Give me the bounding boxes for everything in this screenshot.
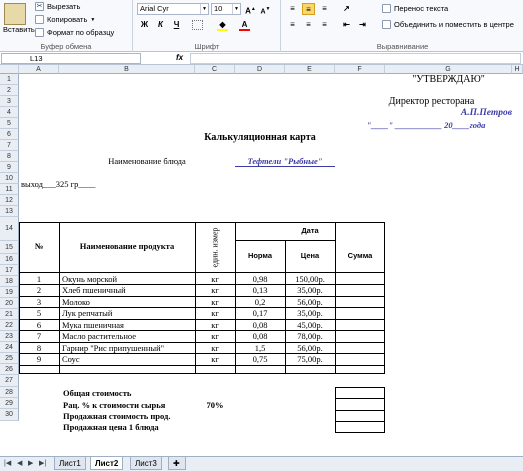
table-cell-price: 75,00р.: [297, 354, 323, 364]
align-right-button[interactable]: ≡: [322, 20, 327, 29]
paint-bucket-icon: ◆: [219, 20, 226, 29]
clipboard-group: [0, 0, 133, 52]
sheet-tabs-bar: [0, 456, 523, 471]
align-bottom-button[interactable]: ≡: [322, 4, 327, 13]
table-cell-unit: кг: [211, 308, 219, 318]
header-date: Дата: [301, 225, 319, 235]
grow-font-button[interactable]: A▲: [245, 6, 256, 16]
row-header[interactable]: 5: [0, 118, 19, 129]
grid-line: [335, 222, 336, 374]
table-cell-name: Масло растительное: [62, 331, 137, 341]
approve-text: "УТВЕРЖДАЮ": [412, 74, 485, 85]
sheet-tab[interactable]: Лист3: [130, 457, 162, 470]
row-header[interactable]: 2: [0, 85, 19, 96]
header-unit-cell: [195, 222, 235, 272]
row-header[interactable]: 1: [0, 74, 19, 85]
row-header[interactable]: 6: [0, 129, 19, 140]
table-cell-n: 5: [36, 308, 42, 318]
table-cell-n: 8: [36, 342, 42, 353]
row-header[interactable]: 21: [0, 309, 19, 320]
align-middle-button[interactable]: ≡: [302, 3, 315, 15]
header-unit: един. измер: [210, 226, 220, 268]
row-header[interactable]: 15: [0, 241, 19, 254]
table-cell-unit: кг: [211, 331, 219, 341]
merge-cells-icon: [382, 20, 391, 29]
clipboard-group-label: Буфер обмена: [40, 42, 92, 51]
approval-date: "____" ___________ 20____года: [366, 119, 486, 130]
formula-input[interactable]: [190, 53, 521, 64]
column-header[interactable]: G: [385, 65, 512, 74]
cut-button[interactable]: ✂ Вырезать: [36, 2, 81, 11]
table-cell-price: 150,00р.: [295, 273, 325, 284]
table-cell-norm: 0,2: [254, 296, 266, 307]
dish-name: Тефтели "Рыбные": [247, 155, 323, 166]
output-text: выход___325 гр____: [21, 178, 96, 189]
sale-cost-label: Продажная стоимость прод.: [63, 411, 171, 421]
header-num: №: [34, 241, 44, 251]
fill-color-swatch: [217, 29, 228, 31]
table-cell-n: 2: [36, 285, 42, 295]
row-header[interactable]: 11: [0, 184, 19, 195]
header-sum: Сумма: [347, 250, 373, 260]
director-title: Директор ресторана: [388, 96, 475, 107]
chevron-down-icon: ▼: [200, 4, 208, 14]
first-sheet-icon[interactable]: |◀: [4, 460, 12, 467]
table-cell-price: 45,00р.: [297, 319, 323, 330]
row-header[interactable]: 20: [0, 298, 19, 309]
row-header[interactable]: 26: [0, 364, 19, 375]
markup-label: Рац. % к стоимости сырья: [63, 400, 166, 410]
table-cell-unit: кг: [211, 285, 219, 295]
next-sheet-icon[interactable]: ▶: [28, 460, 34, 467]
align-center-button[interactable]: ≡: [306, 20, 311, 29]
table-cell-price: 35,00р.: [297, 285, 323, 295]
table-cell-price: 78,00р.: [297, 331, 323, 341]
table-row-line: [19, 365, 385, 366]
grid-line: [335, 410, 385, 411]
table-cell-name: Молоко: [62, 296, 90, 307]
table-cell-name: Гарнир "Рис припушенный": [62, 342, 165, 353]
table-cell-unit: кг: [211, 296, 219, 307]
borders-button[interactable]: [192, 20, 203, 30]
sheet-tab[interactable]: Лист1: [54, 457, 86, 470]
table-cell-n: 1: [36, 273, 42, 284]
paste-icon[interactable]: [4, 3, 26, 25]
font-name-select[interactable]: Arial Cyr ▼: [137, 3, 209, 15]
underline-button[interactable]: Ч: [173, 20, 180, 29]
row-header[interactable]: 19: [0, 287, 19, 298]
table-cell-price: 56,00р.: [297, 296, 323, 307]
brush-icon: [35, 28, 44, 37]
italic-button[interactable]: К: [158, 20, 163, 29]
font-size-select[interactable]: 10 ▼: [211, 3, 241, 15]
row-header[interactable]: 12: [0, 195, 19, 206]
column-header[interactable]: A: [19, 65, 59, 74]
table-cell-name: Лук репчатый: [62, 308, 113, 318]
alignment-group-label: Выравнивание: [376, 42, 429, 51]
table-cell-norm: 0,13: [252, 285, 268, 295]
ribbon: [0, 0, 523, 52]
row-header[interactable]: 30: [0, 409, 19, 421]
table-cell-unit: кг: [211, 354, 219, 364]
table-cell-n: 6: [36, 319, 42, 330]
font-group: [134, 0, 281, 52]
last-sheet-icon[interactable]: ▶|: [39, 460, 47, 467]
column-header[interactable]: H: [512, 65, 523, 74]
table-cell-norm: 0,75: [252, 354, 268, 364]
alignment-group: [282, 0, 523, 52]
paste-button[interactable]: Вставить: [3, 25, 35, 34]
row-header[interactable]: 17: [0, 265, 19, 276]
fill-color-button[interactable]: [216, 19, 229, 31]
dish-name-underline: [235, 166, 335, 167]
shrink-font-button[interactable]: A▼: [260, 6, 271, 16]
row-header[interactable]: 8: [0, 151, 19, 162]
bold-button[interactable]: Ж: [140, 20, 149, 29]
table-cell-name: Соус: [62, 354, 80, 364]
table-cell-price: 56,00р.: [297, 342, 323, 353]
table-cell-unit: кг: [211, 273, 219, 284]
table-cell-norm: 1,5: [254, 342, 266, 353]
row-header[interactable]: 9: [0, 162, 19, 173]
table-cell-price: 35,00р.: [297, 308, 323, 318]
table-cell-n: 3: [36, 296, 42, 307]
insert-sheet-icon[interactable]: ✚: [168, 457, 186, 470]
table-cell-n: 9: [36, 354, 42, 364]
row-header[interactable]: 14: [0, 217, 19, 241]
row-header[interactable]: 25: [0, 353, 19, 364]
row-header[interactable]: 22: [0, 320, 19, 331]
table-cell-n: 7: [36, 331, 42, 341]
row-header[interactable]: 29: [0, 398, 19, 409]
row-header[interactable]: 24: [0, 342, 19, 353]
font-group-label: Шрифт: [194, 42, 220, 51]
row-header[interactable]: 23: [0, 331, 19, 342]
wrap-text-icon: [382, 4, 391, 13]
column-header[interactable]: C: [195, 65, 235, 74]
table-cell-name: Окунь морской: [62, 273, 118, 284]
header-norm: Норма: [247, 250, 273, 260]
copy-button[interactable]: Копировать ▼: [35, 15, 95, 24]
table-cell-norm: 0,17: [252, 308, 268, 318]
column-header[interactable]: F: [335, 65, 385, 74]
select-all-corner[interactable]: [0, 65, 19, 74]
table-cell-name: Мука пшеничная: [62, 319, 124, 330]
grid-line: [335, 398, 385, 399]
row-header[interactable]: 4: [0, 107, 19, 118]
orientation-button[interactable]: ↗: [343, 4, 350, 13]
font-color-button[interactable]: A: [238, 19, 251, 31]
merge-center-button[interactable]: Объединить и поместить в центре: [382, 20, 514, 29]
align-top-button[interactable]: ≡: [290, 4, 295, 13]
row-header[interactable]: 13: [0, 206, 19, 217]
prev-sheet-icon[interactable]: ◀: [17, 460, 23, 467]
total-cost-label: Общая стоимость: [63, 388, 132, 398]
table-cell-norm: 0,08: [252, 319, 268, 330]
row-header[interactable]: 18: [0, 276, 19, 287]
fx-icon[interactable]: fx: [176, 53, 184, 62]
table-cell-norm: 0,98: [252, 273, 268, 284]
table-cell-norm: 0,08: [252, 331, 268, 341]
column-header[interactable]: D: [235, 65, 285, 74]
grid-line: [335, 421, 385, 422]
grid-line: [235, 240, 335, 241]
align-left-button[interactable]: ≡: [290, 20, 295, 29]
sheet-tab-active[interactable]: Лист2: [90, 457, 123, 470]
row-header[interactable]: 3: [0, 96, 19, 107]
wrap-text-button[interactable]: Перенос текста: [382, 4, 448, 13]
table-cell-unit: кг: [211, 342, 219, 353]
column-header[interactable]: E: [285, 65, 335, 74]
table-cell-name: Хлеб пшеничный: [62, 285, 126, 295]
markup-value: 70%: [206, 400, 224, 410]
dish-label: Наименование блюда: [108, 155, 186, 166]
table-cell-unit: кг: [211, 319, 219, 330]
sheet-title: Калькуляционная карта: [204, 132, 316, 143]
increase-indent-button[interactable]: ⇥: [359, 20, 366, 29]
header-price: Цена: [300, 250, 320, 260]
copy-icon: [35, 15, 44, 24]
name-box[interactable]: L13: [1, 53, 141, 64]
chevron-down-icon: ▼: [232, 4, 240, 14]
font-color-swatch: [239, 29, 250, 31]
scissors-icon: ✂: [36, 3, 43, 10]
row-header[interactable]: 27: [0, 375, 19, 387]
row-header[interactable]: 16: [0, 254, 19, 265]
row-header[interactable]: 7: [0, 140, 19, 151]
row-header[interactable]: 28: [0, 387, 19, 398]
director-name: А.П.Петров: [460, 107, 512, 118]
header-product: Наименование продукта: [79, 241, 175, 251]
column-header[interactable]: B: [59, 65, 195, 74]
format-painter-button[interactable]: Формат по образцу: [35, 28, 114, 37]
formula-bar: [0, 52, 523, 65]
decrease-indent-button[interactable]: ⇤: [343, 20, 350, 29]
sale-price-label: Продажная цена 1 блюда: [63, 422, 159, 432]
row-header[interactable]: 10: [0, 173, 19, 184]
